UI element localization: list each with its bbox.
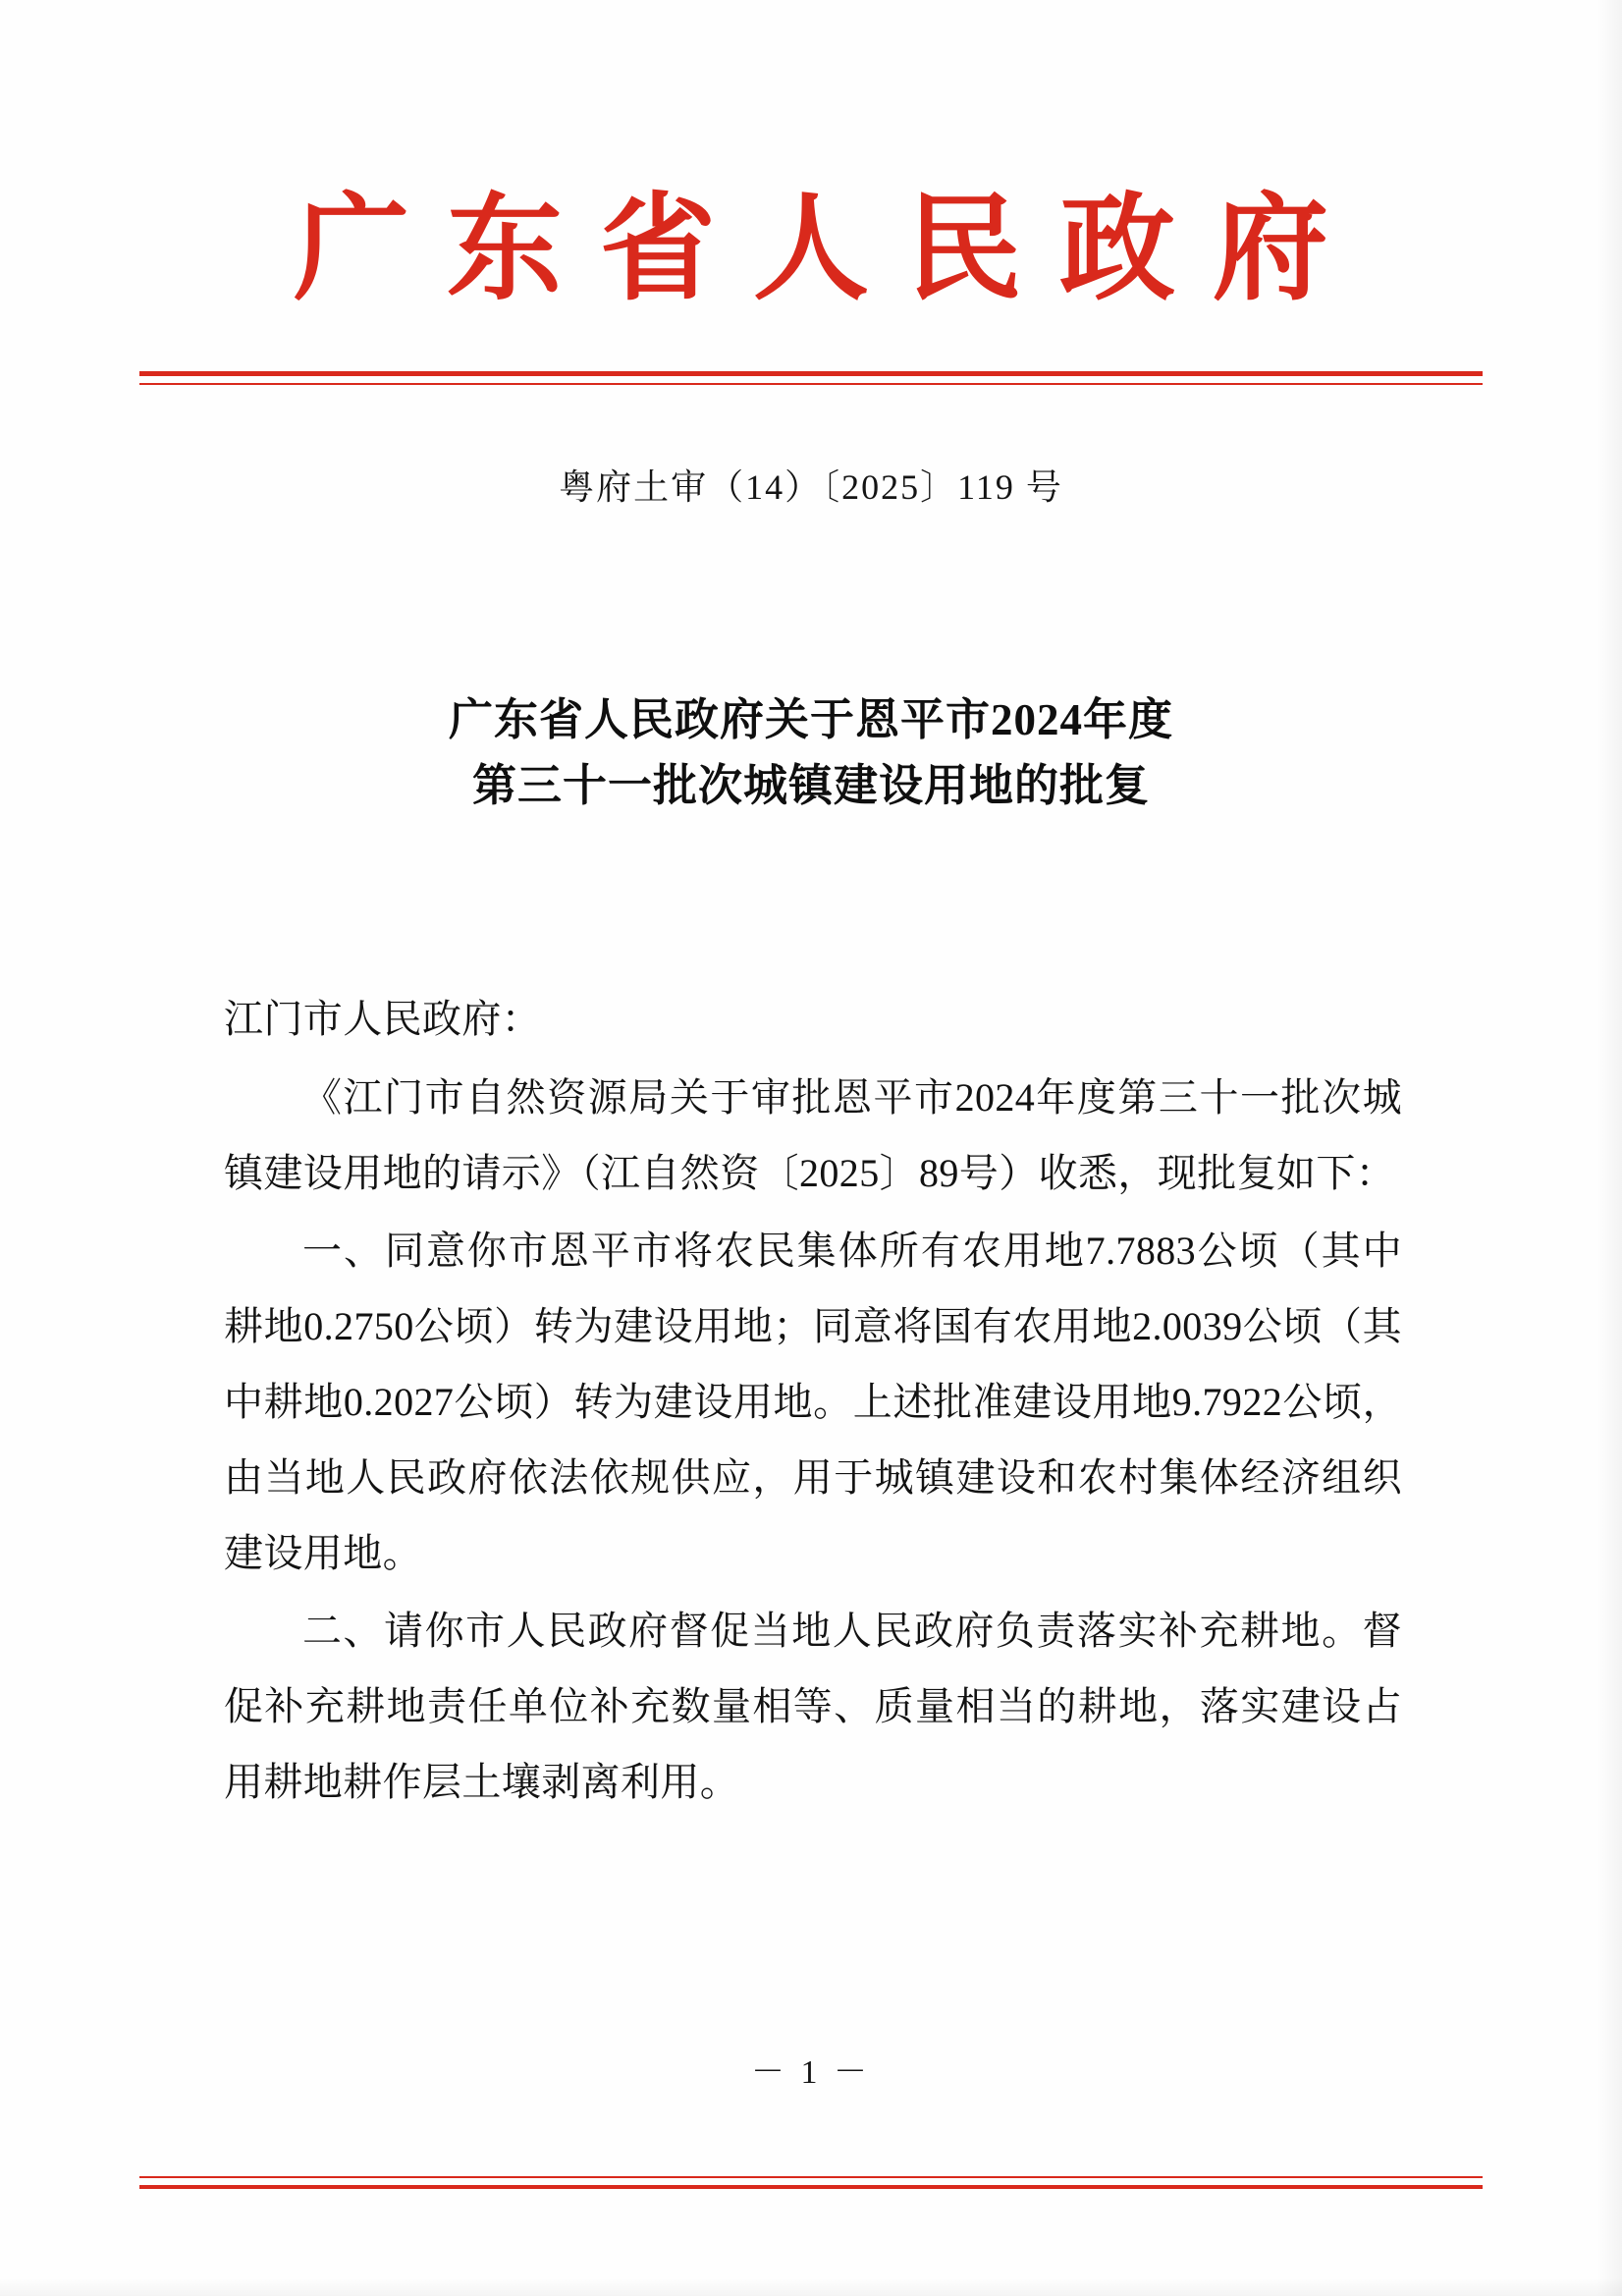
body-paragraph-3: 二、请你市人民政府督促当地人民政府负责落实补充耕地。督促补充耕地责任单位补充数量相等、质量相当的耕地，落实建设占用耕地耕作层土壤剥离利用。 xyxy=(224,1609,1402,1804)
page-title-line-2: 第三十一批次城镇建设用地的批复 xyxy=(471,760,1150,810)
masthead xyxy=(0,187,1622,314)
scan-edge-bottom xyxy=(0,2278,1622,2296)
document-body xyxy=(224,982,1402,1824)
header-rule-thick xyxy=(139,371,1483,376)
footer-rule xyxy=(139,2176,1483,2189)
document-number: 粤府土审（14）〔2025〕119 号 xyxy=(559,467,1063,507)
footer-rule-thin xyxy=(139,2176,1483,2178)
header-rule xyxy=(139,371,1483,385)
scan-edge-right xyxy=(1596,0,1622,2296)
header-rule-thin xyxy=(139,383,1483,385)
footer-rule-thick xyxy=(139,2185,1483,2189)
page-number: － 1 － xyxy=(751,2054,871,2091)
salutation: 江门市人民政府： xyxy=(224,997,542,1041)
body-paragraph-2: 一、同意你市恩平市将农民集体所有农用地7.7883公顷（其中耕地0.2750公顷）转为建设用地；同意将国有农用地2.0039公顷（其中耕地0.2027公顷）转为建设用地。上述批准建设用地9.7922公顷，由当地人民政府依法依规供应，用于城镇建设和农村集体经济组织建设用地。 xyxy=(224,1229,1402,1575)
page-title xyxy=(222,687,1400,818)
body-paragraph-1: 《江门市自然资源局关于审批恩平市2024年度第三十一批次城镇建设用地的请示》（江自然资〔2025〕89号）收悉，现批复如下： xyxy=(224,1074,1402,1195)
masthead-title: 广东省人民政府 xyxy=(293,186,1366,314)
page-title-line-1: 广东省人民政府关于恩平市2024年度 xyxy=(448,695,1173,744)
